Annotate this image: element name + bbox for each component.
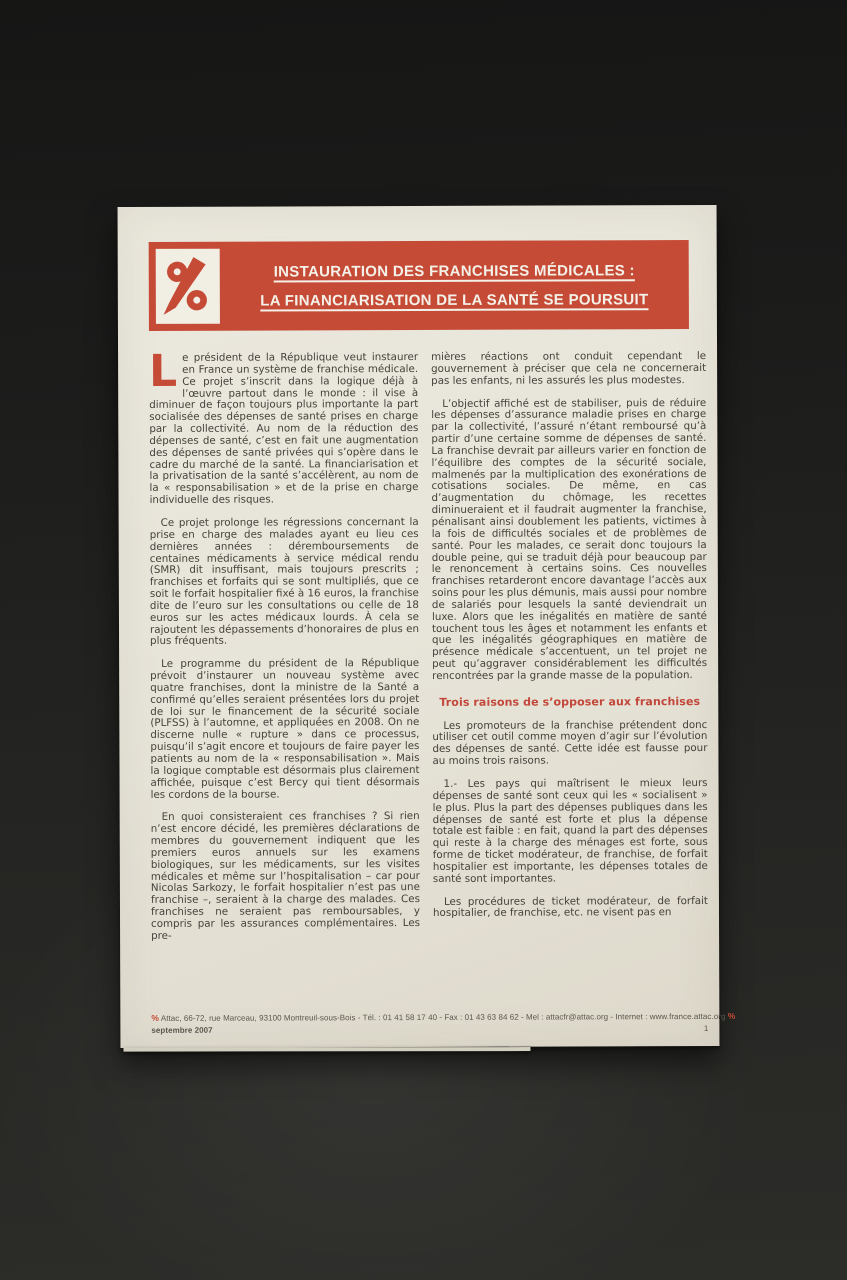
footer-meta-line [151,1024,708,1035]
percent-logo-icon [162,254,214,318]
percent-mark-icon: % [727,1010,736,1021]
dropcap-letter: L [149,345,178,397]
paragraph-text: e président de la République veut instaurer en France un système de franchise médicale. Ce projet s’inscrit dans la logique déjà à l’œuvre partout dans le monde : il vise à diminuer de façon toujours plus importante la part socialisée des dépenses de santé prises en charge par la collectivité. Au nom de la réduction des dépenses de santé, c’est en fait une augmentation des dépenses de santé privées qui s’opère dans le cadre du marché de la santé. La financiarisation et la privatisation de la santé s’accélèrent, au nom de la « responsabilisation » et de la prise en charge individuelle des risques. [149,350,419,507]
percent-mark-icon: % [151,1012,159,1023]
footer-address-line [151,1010,736,1023]
footer-date: septembre 2007 [151,1025,213,1035]
footer-address: Attac, 66-72, rue Marceau, 93100 Montreuil-sous-Bois - Tél. : 01 41 58 17 40 - Fax : 01 43 63 84 62 - Mel : attacfr@attac.org - Internet : www.france.attac.org [158,1011,728,1023]
body-paragraph: L’objectif affiché est de stabiliser, puis de réduire les dépenses d’assurance maladie prises en charge par la collectivité, l’assuré n’étant remboursé qu’à partir d’une certaine somme de dépenses de santé. La franchise devrait par ailleurs varier en fonction de l’équilibre des comptes de la sécurité sociale, malmenés par la multiplication des exonérations de cotisations sociales. De même, en cas d’augmentation du chômage, les recettes diminueraient et il faudrait augmenter la franchise, pénalisant ainsi doublement les patients, victimes à la fois de difficultés sociales et de problèmes de santé. Pour les malades, ce serait donc toujours la double peine, qui se traduit déjà pour beaucoup par le renoncement à certains soins. Ces nouvelles franchises retarderont encore davantage l’accès aux soins pour les plus démunis, mais aussi pour nombre de salariés pour lesquels la santé deviendrait un luxe. Alors que les inégalités en matière de santé touchent tous les âges et notamment les enfants et que les inégalités géographiques en matière de présence médicale s’accentuent, un tel projet ne peut qu’aggraver considérablement les difficultés rencontrées par la grande masse de la population. [431,396,708,682]
page-number: 1 [703,1023,709,1034]
banner-title-line1: INSTAURATION DES FRANCHISES MÉDICALES : [273,261,635,281]
body-paragraph: Les procédures de ticket modérateur, de forfait hospitalier, de franchise, etc. ne visent pas en [432,894,708,920]
banner-titles [220,262,689,310]
body-paragraph: Les promoteurs de la franchise prétendent donc utiliser cet outil comme moyen d’agir sur l’évolution des dépenses de santé. Cette idée est fausse pour au moins trois raisons. [432,718,708,768]
attac-logo [156,249,220,324]
banner-title-line2: LA FINANCIARISATION DE LA SANTÉ SE POURSUIT [260,290,649,310]
left-column [149,345,421,1017]
body-paragraph [149,345,419,507]
right-column [431,351,708,1016]
section-heading: Trois raisons de s’opposer aux franchises [439,694,701,709]
body-paragraph: Ce projet prolonge les régressions concernant la prise en charge des malades ayant eu lieu ces dernières années : déremboursements de centaines médicaments à service médical rendu (SMR) dit insuffisant, mais toujours prescrits ; franchises et forfaits qui se sont multipliés, que ce soit le forfait hospitalier fixé à 16 euros, la franchise dite de l’euro sur les consultations ou celle de 18 euros sur les actes médicaux lourds. À cela se rajoutent les dépassements d’honoraires de plus en plus fréquents. [149,515,420,648]
body-paragraph: mières réactions ont conduit cependant le gouvernement à préciser que cela ne concernerait pas les enfants, ni les assurés les plus modestes. [431,349,707,387]
body-paragraph: Le programme du président de la République prévoit d’instaurer un nouveau système avec quatre franchises, dont la ministre de la Santé a confirmé qu’elles seraient présentées lors du projet de loi sur le financement de la sécurité sociale (PLFSS) à l’automne, et appliquées en 2008. On ne discerne nulle « rupture » dans ce processus, puisqu’il s’agit encore et toujours de faire payer les patients au nom de la « responsabilisation ». Mais la logique comptable est désormais plus clairement affichée, puisque c’est Bercy qui tient désormais les cordons de la bourse. [150,657,420,801]
body-paragraph: En quoi consisteraient ces franchises ? Si rien n’est encore décidé, les premières déclarations de membres du gouvernement indiquent que les premiers euros annuels sur les examens biologiques, sur les médicaments, sur les visites médicales et même sur l’hospitalisation – car pour Nicolas Sarkozy, le forfait hospitalier n’est pas une franchise –, seraient à la charge des malades. Ces franchises ne seraient pas remboursables, y compris par les assurances complémentaires. Les pre- [150,810,421,942]
title-banner [149,240,689,331]
footer [151,1010,736,1035]
leaflet-page [118,205,736,1048]
body-paragraph: 1.- Les pays qui maîtrisent le mieux leurs dépenses de santé sont ceux qui les « socialisent » le plus. Plus la part des dépenses publiques dans les dépenses de santé est forte et plus la dépense totale est faible : en fait, quand la part des dépenses qui reste à la charge des ménages est forte, sous forme de ticket modérateur, de franchise, de forfait hospitalier est importante, les dépenses totales de santé sont importantes. [432,776,708,885]
article-body [149,345,708,1017]
